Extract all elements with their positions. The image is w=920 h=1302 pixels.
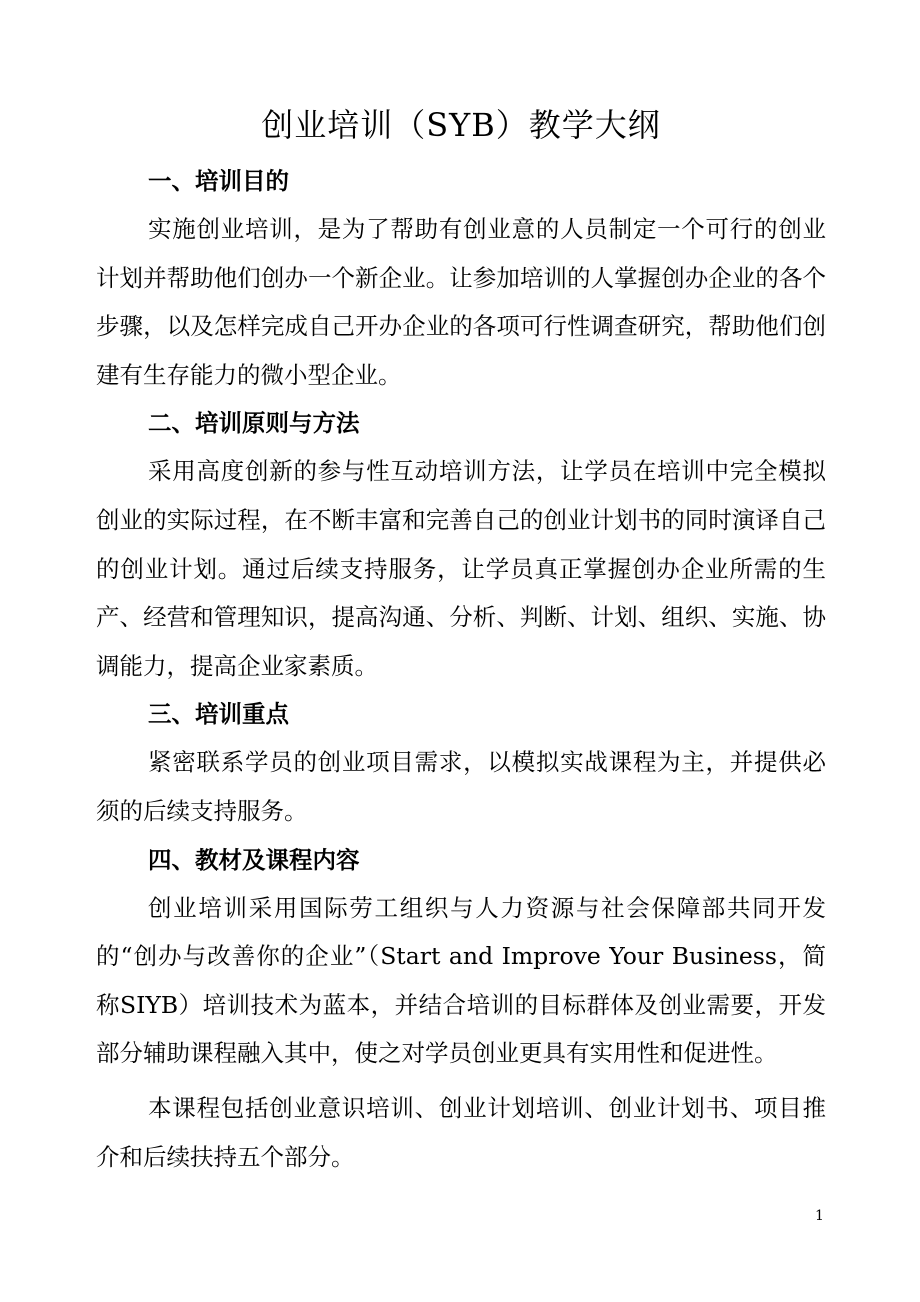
paragraph: 创业培训采用国际劳工组织与人力资源与社会保障部共同开发的“创办与改善你的企业”（Start and Improve Your Business，简称SIYB）培训技术为蓝本，并结合培训的目标群体及创业需要，开发部分辅助课程融入其中，使之对学员创业更具有实用性和促进性。 [96,893,826,1068]
paragraph: 实施创业培训，是为了帮助有创业意的人员制定一个可行的创业计划并帮助他们创办一个新企业。让参加培训的人掌握创办企业的各个步骤，以及怎样完成自己开办企业的各项可行性调查研究，帮助他们创建有生存能力的微小型企业。 [96,215,826,389]
paragraph: 采用高度创新的参与性互动培训方法，让学员在培训中完全模拟创业的实际过程，在不断丰富和完善自己的创业计划书的同时演译自己的创业计划。通过后续支持服务，让学员真正掌握创办企业所需的生产、经营和管理知识，提高沟通、分析、判断、计划、组织、实施、协调能力，提高企业家素质。 [96,457,826,680]
section-heading: 三、培训重点 [148,700,289,729]
section-heading: 二、培训原则与方法 [148,409,360,438]
section-principles-methods [96,399,826,690]
section-heading: 一、培训目的 [148,167,289,195]
page-number: 1 [815,1208,824,1224]
paragraph: 紧密联系学员的创业项目需求，以模拟实战课程为主，并提供必须的后续支持服务。 [96,748,826,825]
section-heading: 四、教材及课程内容 [148,845,360,874]
paragraph: 本课程包括创业意识培训、创业计划培训、创业计划书、项目推介和后续扶持五个部分。 [96,1093,826,1171]
document-body [96,157,826,1181]
section-training-purpose [96,157,826,399]
document-title: 创业培训（SYB）教学大纲 [261,106,661,144]
section-materials-content [96,836,826,1182]
section-training-focus [96,690,826,835]
